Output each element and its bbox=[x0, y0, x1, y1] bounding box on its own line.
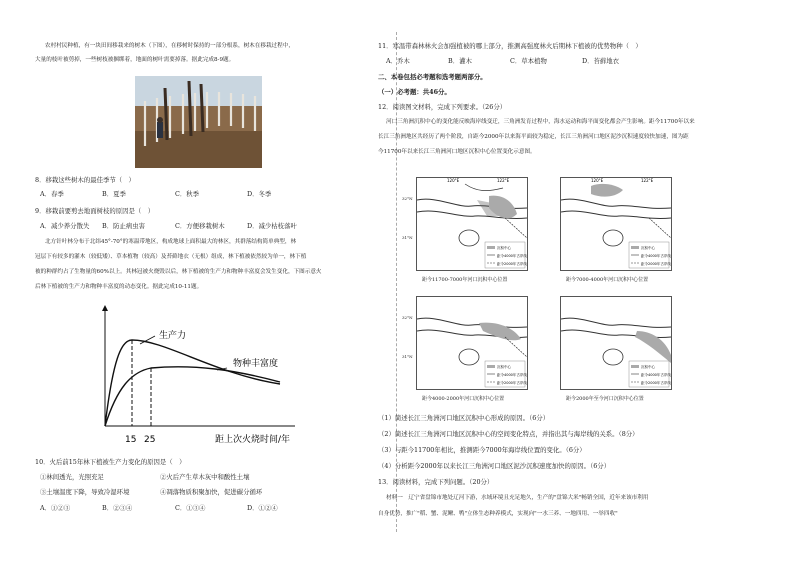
map-3-caption: 距今4000-2000年河口沉积中心位置 bbox=[422, 396, 505, 402]
series-label-productivity: 生产力 bbox=[159, 331, 187, 341]
q12-sub-2: （2）简述长江三角洲河口地区沉积中心的空间变化特点，并指出其与海岸线的关系。（8分） bbox=[378, 430, 639, 438]
lat-label-32-map1: 32°N bbox=[402, 196, 413, 201]
map-2-caption: 距今7000-4000年河口沉积中心位置 bbox=[566, 277, 649, 283]
legend-coast-2000: 距今2000年古岸线 bbox=[641, 381, 671, 385]
series-label-richness: 物种丰富度 bbox=[233, 359, 279, 369]
intro-line-1: 农村村民种植，有一块田间移栽来的树木（下图），在移树时保持的一部分根系，树木在移栽过程中， bbox=[45, 43, 294, 49]
q8-option-c[interactable]: C．秋季 bbox=[175, 190, 200, 198]
delta-map-2 bbox=[560, 177, 672, 271]
lon-label-120: 120°E bbox=[591, 178, 604, 183]
question-9: 9．移栽前要剪去地面树枝的原因是（ ） bbox=[35, 207, 155, 215]
q13-material-line-1: 材料一 辽宁省盘锦市地处辽河下游，水域环境且充足地久，生产的"盘锦大米"畅销全国，近年来该市利用 bbox=[386, 495, 649, 501]
q11-option-a[interactable]: A．乔木 bbox=[386, 57, 410, 65]
delta-map-3 bbox=[416, 296, 528, 390]
passage-line-2: 冠层下有较多的灌木（较低矮）、草本植物（较高）及苔藓地衣（无根）组成，林下植被依然较为单一，林下植 bbox=[35, 254, 307, 260]
legend-coast-4000: 距今4000年古岸线 bbox=[641, 373, 671, 377]
legend-sediment: 沉积中心 bbox=[641, 365, 655, 369]
q12-sub-1: （1）简述长江三角洲河口地区沉积中心形成的原因。（6分） bbox=[378, 414, 550, 422]
q9-option-a[interactable]: A．减少养分散失 bbox=[40, 222, 90, 230]
passage-line-4: 后林下植被的生产力和物种丰富度的动态变化。据此完成10-11题。 bbox=[35, 284, 203, 290]
lon-label-122: 122°E bbox=[497, 178, 510, 183]
lat-label-32-map3: 32°N bbox=[402, 315, 413, 320]
q8-option-d[interactable]: D．冬季 bbox=[247, 190, 272, 198]
legend-sediment: 沉积中心 bbox=[641, 246, 655, 250]
productivity-richness-chart bbox=[95, 300, 310, 448]
legend-sediment: 沉积中心 bbox=[497, 365, 511, 369]
map-4-caption: 距今2000年至今河口沉积中心位置 bbox=[566, 396, 644, 402]
q10-item-3: ③土壤温度下降，导致冷湿环境 bbox=[40, 488, 130, 496]
x-tick-15: 15 bbox=[125, 435, 137, 445]
legend-sediment: 沉积中心 bbox=[497, 246, 511, 250]
q12-sub-3: （3）与距今11700年相比，推测距今7000年海岸线位置的变化。（6分） bbox=[378, 446, 586, 454]
q12-sub-4: （4）分析距今2000年以来长江三角洲河口地区泥沙沉积速度加快的原因。（6分） bbox=[378, 462, 611, 470]
question-12: 12．阅读图文材料，完成下列要求。（26分） bbox=[378, 103, 507, 111]
legend-coast-4000: 距今4000年古岸线 bbox=[641, 254, 671, 258]
question-10: 10．火后前15年林下植被生产力变化的原因是（ ） bbox=[35, 458, 186, 466]
question-13: 13．阅读材料，完成下列问题。（20分） bbox=[378, 478, 494, 486]
q10-option-b[interactable]: B．②③④ bbox=[102, 504, 133, 512]
question-11: 11．寒温带森林林火会加强植被的哪上部分，推测高强度林火后期林下植被的优势物种（ ） bbox=[378, 42, 642, 50]
q10-option-d[interactable]: D．①②④ bbox=[247, 504, 278, 512]
q12-material-line-3: 今11700年以来长江三角洲河口地区沉积中心位置变化示意图。 bbox=[378, 149, 536, 155]
q9-option-b[interactable]: B．防止病虫害 bbox=[102, 222, 146, 230]
question-8: 8．移栽这些树木的最佳季节（ ） bbox=[35, 176, 135, 184]
legend-coast-2000: 距今2000年古岸线 bbox=[497, 381, 527, 385]
lon-label-120: 120°E bbox=[447, 178, 460, 183]
x-axis-label: 距上次火烧时间/年 bbox=[215, 435, 291, 445]
q9-option-d[interactable]: D．减少枯枝落叶 bbox=[247, 222, 297, 230]
delta-map-4 bbox=[560, 296, 672, 390]
q11-option-b[interactable]: B．灌木 bbox=[448, 57, 472, 65]
legend-coast-4000: 距今4000年古岸线 bbox=[497, 254, 527, 258]
tree-transplant-photo bbox=[135, 76, 262, 168]
lon-label-122: 122°E bbox=[641, 178, 654, 183]
series-richness-line bbox=[105, 367, 280, 426]
delta-map-1 bbox=[416, 177, 528, 271]
section-2a-heading: （一）必考题：共46分。 bbox=[378, 88, 451, 96]
intro-line-2: 大量的枝叶被剪掉，一些树枝被捆绑着，地面的树叶需要掉落。据此完成8-9题。 bbox=[35, 57, 235, 63]
q8-option-a[interactable]: A．春季 bbox=[40, 190, 64, 198]
legend-coast-4000: 距今4000年古岸线 bbox=[497, 373, 527, 377]
lat-label-31-map3: 31°N bbox=[402, 354, 413, 359]
lat-label-31-map1: 31°N bbox=[402, 235, 413, 240]
map-1-caption: 距今11700-7000年河口沉积中心位置 bbox=[422, 277, 508, 283]
passage-line-1: 北方针叶林分布于北纬45°-70°的寒温带地区，构成地球上面积最大的林区，其群落结构简单典型，林 bbox=[45, 239, 297, 245]
q12-material-line-1: 河口三角洲沉积中心的变化能反映海岸线变迁，三角洲发育过程中，海水运动和海平面变化都会产生影响。距今11700年以来 bbox=[386, 119, 695, 125]
q8-option-b[interactable]: B．夏季 bbox=[102, 190, 126, 198]
q13-material-line-2: 自身优势，推广"稻、蟹、泥鳅、鸭"立体生态种养模式，实现向"一水三养、一地四用、一举四收" bbox=[378, 511, 618, 517]
q10-item-1: ①林间透光，光照充足 bbox=[40, 473, 104, 481]
q10-option-c[interactable]: C．①③④ bbox=[175, 504, 206, 512]
q11-option-c[interactable]: C．草本植物 bbox=[510, 57, 547, 65]
q12-material-line-2: 长江三角洲地区共经历了两个阶段，自距今2000年以来海平面较为稳定，长江三角洲河口地区泥沙沉积速度较快加速，图为距 bbox=[378, 134, 689, 140]
q11-option-d[interactable]: D．苔藓地衣 bbox=[582, 57, 620, 65]
series-productivity-line bbox=[105, 340, 280, 426]
legend-coast-2000: 距今2000年古岸线 bbox=[497, 262, 527, 266]
legend-coast-2000: 距今2000年古岸线 bbox=[641, 262, 671, 266]
q10-item-4: ④凋落物质积聚加快，促进碳分循环 bbox=[160, 488, 263, 496]
x-tick-25: 25 bbox=[144, 435, 156, 445]
q9-option-c[interactable]: C．方便移栽树木 bbox=[175, 222, 225, 230]
q10-option-a[interactable]: A．①②③ bbox=[40, 504, 71, 512]
section-2-heading: 二、本卷包括必考题和选考题两部分。 bbox=[378, 73, 487, 81]
passage-line-3: 被的种群约占了生物量的60%以上。其林冠被火烧毁以后，林下植被的生产力和物种丰富度会发生变化，下图示意火 bbox=[35, 269, 322, 275]
q10-item-2: ②火后产生草木灰中和酸性土壤 bbox=[160, 473, 250, 481]
